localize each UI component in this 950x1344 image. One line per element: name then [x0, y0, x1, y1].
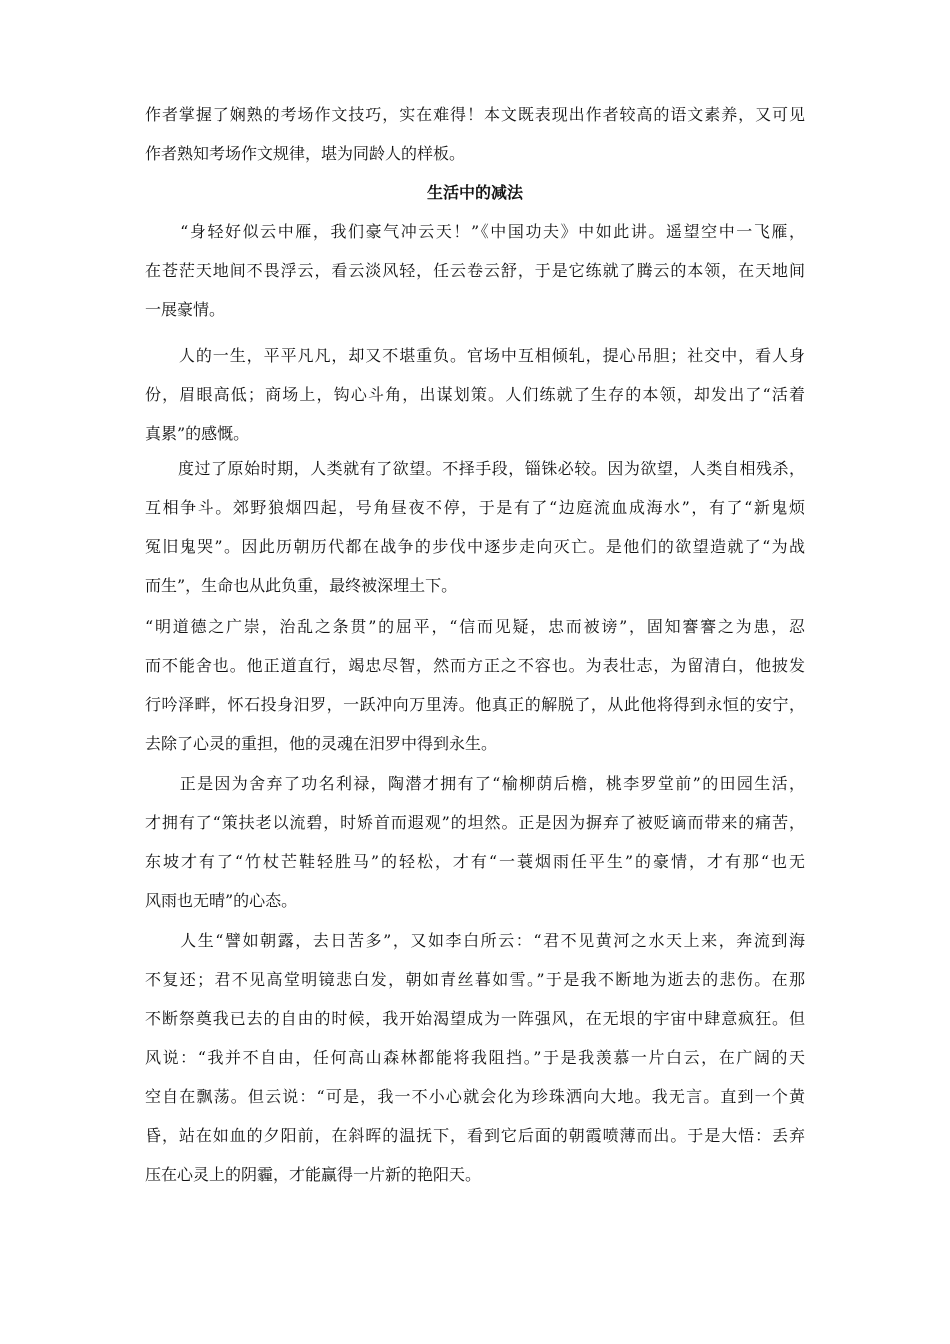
- text-line: 人的一生，平平凡凡，却又不堪重负。官场中互相倾轧，提心吊胆；社交中，看人身: [145, 346, 805, 365]
- essay-paragraph-1: [145, 212, 805, 329]
- text-line: 正是因为舍弃了功名利禄，陶潜才拥有了“榆柳荫后檐，桃李罗堂前”的田园生活，: [145, 774, 805, 793]
- text-line: 风说：“我并不自由，任何高山森林都能将我阻挡。”于是我羡慕一片白云，在广阔的天: [145, 1048, 805, 1067]
- text-line: “明道德之广崇，治乱之条贯”的屈平，“信而见疑，忠而被谤”，固知謇謇之为患，忍: [145, 617, 805, 636]
- essay-paragraph-6: [145, 921, 805, 1194]
- text-line: 去除了心灵的重担，他的灵魂在汨罗中得到永生。: [145, 734, 498, 753]
- essay-title: 生活中的减法: [426, 183, 523, 202]
- text-line: 不复还；君不见高堂明镜悲白发，朝如青丝暮如雪。”于是我不断地为逝去的悲伤。在那: [145, 970, 805, 989]
- text-line: 冤旧鬼哭”。因此历朝历代都在战争的步伐中逐步走向灭亡。是他们的欲望造就了“为战: [145, 537, 805, 556]
- text-line: 作者熟知考场作文规律，堪为同龄人的样板。: [145, 144, 466, 163]
- text-line: 在苍茫天地间不畏浮云，看云淡风轻，任云卷云舒，于是它练就了腾云的本领，在天地间: [145, 261, 805, 280]
- text-line: 不断祭奠我已去的自由的时候，我开始渴望成为一阵强风，在无垠的宇宙中肆意疯狂。但: [145, 1009, 805, 1028]
- text-line: 行吟泽畔，怀石投身汨罗，一跃冲向万里涛。他真正的解脱了，从此他将得到永恒的安宁，: [145, 695, 805, 714]
- text-line: “身轻好似云中雁，我们豪气冲云天！”《中国功夫》中如此讲。遥望空中一飞雁，: [145, 222, 805, 241]
- text-line: 而不能舍也。他正道直行，竭忠尽智，然而方正之不容也。为表壮志，为留清白，他披发: [145, 656, 805, 675]
- text-line: 而生”，生命也从此负重，最终被深埋土下。: [145, 576, 458, 595]
- essay-paragraph-2: [145, 336, 805, 453]
- essay-paragraph-5: [145, 764, 805, 920]
- text-line: 互相争斗。郊野狼烟四起，号角昼夜不停，于是有了“边庭流血成海水”，有了“新鬼烦: [145, 498, 805, 517]
- essay-paragraph-3: [145, 449, 805, 605]
- text-line: 东坡才有了“竹杖芒鞋轻胜马”的轻松，才有“一蓑烟雨任平生”的豪情，才有那“也无: [145, 852, 805, 871]
- text-line: 压在心灵上的阴霾，才能赢得一片新的艳阳天。: [145, 1165, 482, 1184]
- text-line: 度过了原始时期，人类就有了欲望。不择手段，锱铢必较。因为欲望，人类自相残杀，: [145, 459, 805, 478]
- text-line: 真累”的感慨。: [145, 424, 250, 443]
- text-line: 空自在飘荡。但云说：“可是，我一不小心就会化为珍珠洒向大地。我无言。直到一个黄: [145, 1087, 805, 1106]
- text-line: 才拥有了“策扶老以流碧，时矫首而遐观”的坦然。正是因为摒弃了被贬谪而带来的痛苦，: [145, 813, 805, 832]
- intro-paragraph: [145, 95, 805, 173]
- text-line: 份，眉眼高低；商场上，钩心斗角，出谋划策。人们练就了生存的本领，却发出了“活着: [145, 385, 805, 404]
- text-line: 昏，站在如血的夕阳前，在斜晖的温抚下，看到它后面的朝霞喷薄而出。于是大悟：丢弃: [145, 1126, 805, 1145]
- text-line: 作者掌握了娴熟的考场作文技巧，实在难得！本文既表现出作者较高的语文素养，又可见: [145, 105, 805, 124]
- text-line: 人生“譬如朝露，去日苦多”，又如李白所云：“君不见黄河之水天上来，奔流到海: [145, 931, 805, 950]
- text-line: 一展豪情。: [145, 300, 226, 319]
- essay-paragraph-4: [145, 607, 805, 763]
- text-line: 风雨也无晴”的心态。: [145, 891, 298, 910]
